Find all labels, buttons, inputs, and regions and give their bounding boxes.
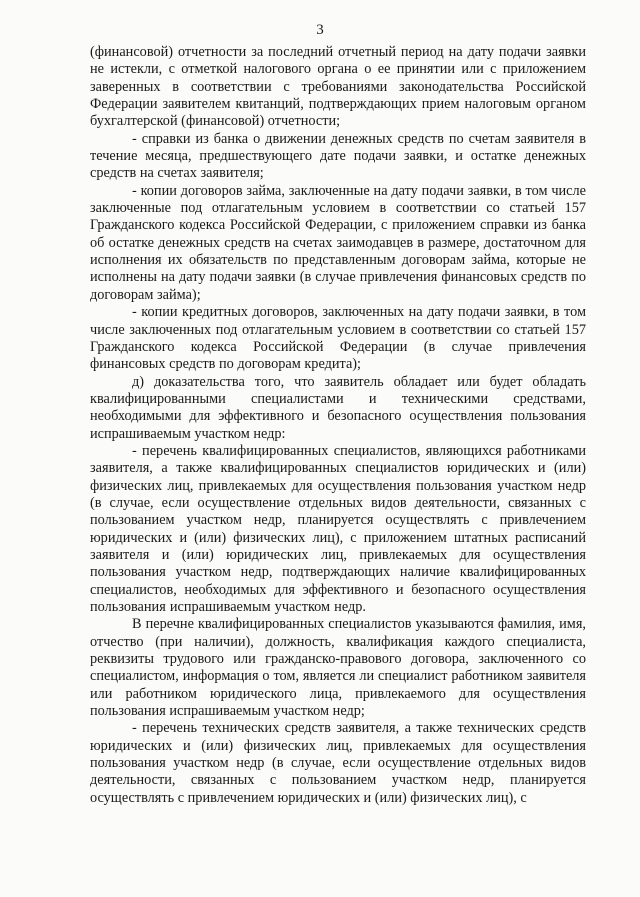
scan-artifact [560,825,570,831]
paragraph-loan-agreements: - копии договоров займа, заключенные на дату подачи заявки, в том числе заключенные под отлагательным условием в соответствии со статьей 157 Гражданского кодекса Российской Федерации, с приложением справки из банка об остатке денежных средств на счетах заимодавцев в размере, достаточном для исполнения их обязательств по представленным договорам займа, которые не исполнены на дату подачи заявки (в случае привлечения финансовых средств по договорам займа); [90,182,586,303]
paragraph-technical-means: - перечень технических средств заявителя, а также технических средств юридических и (или) физических лиц, привлекаемых для осуществления пользования участком недр (в случае, если осуществление отдельных видов деятельности, связанных с пользованием участком недр, планируется осуществлять с привлечением юридических и (или) физических лиц), с [90,720,586,806]
page-number: 3 [316,22,324,38]
paragraph-evidence-d: д) доказательства того, что заявитель обладает или будет обладать квалифицированными специалистами и техническими средствами, необходимыми для эффективного и безопасного осуществления пользования испрашиваемым участком недр: [90,373,586,442]
paragraph-specialists-details: В перечне квалифицированных специалистов указываются фамилия, имя, отчество (при наличии), должность, квалификация каждого специалиста, реквизиты трудового или гражданско-правового договора, заключенного со специалистом, информация о том, является ли специалист работником заявителя или работником юридического лица, привлекаемого для осуществления пользования испрашиваемым участком недр; [90,616,586,720]
paragraph-bank-statements: - справки из банка о движении денежных средств по счетам заявителя в течение месяца, предшествующего дате подачи заявки, и остатке денежных средств на счетах заявителя; [90,130,586,182]
document-body [90,44,586,807]
paragraph-specialists-list: - перечень квалифицированных специалистов, являющихся работниками заявителя, а также квалифицированных специалистов юридических и (или) физических лиц, привлекаемых для осуществления пользования участком недр (в случае, если осуществление отдельных видов деятельности, связанных с пользованием участком недр, планируется осуществлять с привлечением юридических и (или) физических лиц), с приложением штатных расписаний заявителя и (или) юридических лиц, привлекаемых для осуществления пользования участком недр, подтверждающих наличие квалифицированных специалистов, необходимых для эффективного и безопасного осуществления пользования испрашиваемым участком недр. [90,442,586,615]
paragraph-credit-agreements: - копии кредитных договоров, заключенных на дату подачи заявки, в том числе заключенных под отлагательным условием в соответствии со статьей 157 Гражданского кодекса Российской Федерации (в случае привлечения финансовых средств по договорам кредита); [90,304,586,373]
paragraph-financial-reporting: (финансовой) отчетности за последний отчетный период на дату подачи заявки не истекли, с отметкой налогового органа о ее принятии или с приложением заверенных в соответствии с требованиями законодательства Российской Федерации заявителем квитанций, подтверждающих прием налоговым органом бухгалтерской (финансовой) отчетности; [90,44,586,130]
